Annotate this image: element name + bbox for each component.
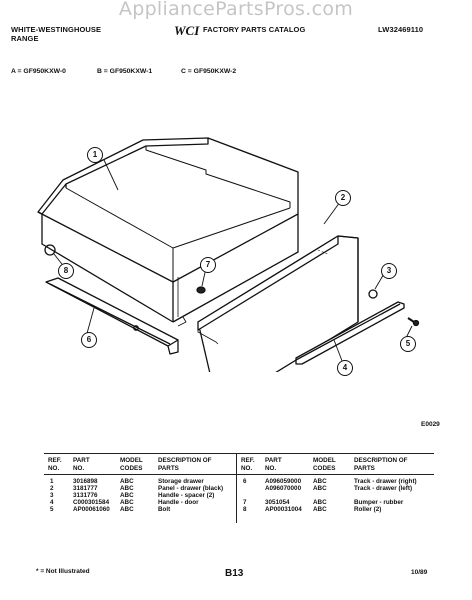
bumper-drawing [197,287,205,293]
table-top-rule [44,453,434,454]
wci-logo: WCI [174,23,200,38]
header-desc-right: DESCRIPTION OF PARTS [354,457,408,472]
drawer-panel-drawing [198,236,358,372]
callout-2: 2 [335,190,351,206]
drawer-track-drawing [46,278,178,354]
model-a: A = GF950KXW-0 [11,68,66,75]
brand-line-2: RANGE [11,34,39,43]
header-ref-left: REF. NO. [48,457,62,472]
callout-4: 4 [337,360,353,376]
brand-line-1: WHITE-WESTINGHOUSE [11,25,102,34]
model-c: C = GF950KXW-2 [181,68,237,75]
roller-drawing [45,245,55,255]
callout-1: 1 [87,147,103,163]
header-part-right: PART NO. [265,457,282,472]
handle-spacer-drawing [369,290,377,298]
catalog-title: FACTORY PARTS CATALOG [203,25,306,34]
model-b: B = GF950KXW-1 [97,68,153,75]
revision-date: 10/89 [411,569,428,576]
header-model-right: MODEL CODES [313,457,336,472]
callout-7: 7 [200,257,216,273]
table-divider [236,453,237,523]
table-header-rule [44,474,434,475]
page-number: B13 [225,568,244,579]
callout-5: 5 [400,336,416,352]
figure-code: E0029 [421,421,440,428]
header-desc-left: DESCRIPTION OF PARTS [158,457,212,472]
callout-3: 3 [381,263,397,279]
header-part-left: PART NO. [73,457,90,472]
watermark-text: AppliancePartsPros.com [118,0,354,20]
doc-number: LW32469110 [378,25,424,34]
callout-6: 6 [81,332,97,348]
footnote: * = Not Illustrated [36,568,90,575]
header-ref-right: REF. NO. [241,457,255,472]
header-model-left: MODEL CODES [120,457,143,472]
callout-8: 8 [58,263,74,279]
bolt-drawing [408,318,419,326]
